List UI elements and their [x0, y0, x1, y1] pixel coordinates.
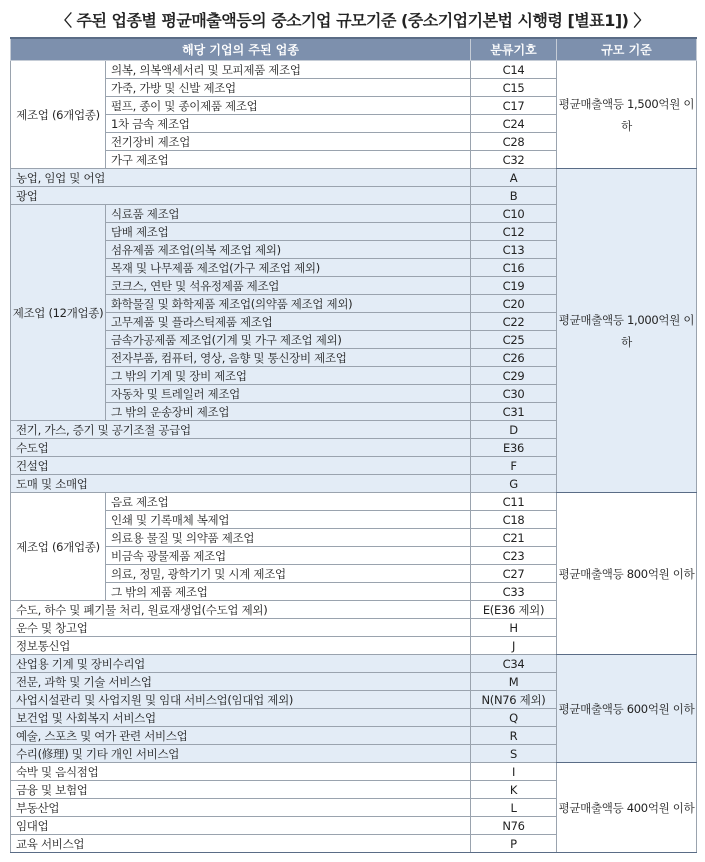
classification-code: C32 [471, 151, 557, 169]
industry-name: 고무제품 및 플라스틱제품 제조업 [106, 313, 471, 331]
industry-name: 도매 및 소매업 [11, 475, 471, 493]
classification-code: L [471, 799, 557, 817]
industry-name: 의료용 물질 및 의약품 제조업 [106, 529, 471, 547]
size-criterion: 평균매출액등 800억원 이하 [557, 493, 697, 655]
industry-name: 광업 [11, 187, 471, 205]
industry-name: 임대업 [11, 817, 471, 835]
industry-name: 산업용 기계 및 장비수리업 [11, 655, 471, 673]
classification-code: H [471, 619, 557, 637]
classification-code: P [471, 835, 557, 853]
classification-code: F [471, 457, 557, 475]
industry-name: 가죽, 가방 및 신발 제조업 [106, 79, 471, 97]
header-industry: 해당 기업의 주된 업종 [11, 38, 471, 61]
classification-code: C23 [471, 547, 557, 565]
size-criterion: 평균매출액등 1,000억원 이하 [557, 169, 697, 493]
classification-code: C22 [471, 313, 557, 331]
industry-name: 그 밖의 운송장비 제조업 [106, 403, 471, 421]
classification-code: C33 [471, 583, 557, 601]
industry-name: 수리(修理) 및 기타 개인 서비스업 [11, 745, 471, 763]
classification-code: C14 [471, 61, 557, 79]
industry-name: 음료 제조업 [106, 493, 471, 511]
industry-name: 부동산업 [11, 799, 471, 817]
industry-name: 1차 금속 제조업 [106, 115, 471, 133]
page-title: 〈 주된 업종별 평균매출액등의 중소기업 규모기준 (중소기업기본법 시행령 [별표1]) 〉 [55, 11, 650, 30]
classification-code: C13 [471, 241, 557, 259]
classification-code: K [471, 781, 557, 799]
classification-code: C19 [471, 277, 557, 295]
industry-name: 담배 제조업 [106, 223, 471, 241]
industry-name: 그 밖의 제품 제조업 [106, 583, 471, 601]
classification-code: C24 [471, 115, 557, 133]
classification-code: R [471, 727, 557, 745]
classification-code: A [471, 169, 557, 187]
industry-name: 금속가공제품 제조업(기계 및 가구 제조업 제외) [106, 331, 471, 349]
classification-code: C18 [471, 511, 557, 529]
industry-name: 식료품 제조업 [106, 205, 471, 223]
industry-name: 전기, 가스, 증기 및 공기조절 공급업 [11, 421, 471, 439]
classification-code: C21 [471, 529, 557, 547]
classification-code: M [471, 673, 557, 691]
industry-name: 수도, 하수 및 폐기물 처리, 원료재생업(수도업 제외) [11, 601, 471, 619]
industry-name: 화학물질 및 화학제품 제조업(의약품 제조업 제외) [106, 295, 471, 313]
industry-name: 전자부품, 컴퓨터, 영상, 음향 및 통신장비 제조업 [106, 349, 471, 367]
industry-name: 운수 및 창고업 [11, 619, 471, 637]
industry-name: 금융 및 보험업 [11, 781, 471, 799]
classification-code: C15 [471, 79, 557, 97]
classification-code: C12 [471, 223, 557, 241]
industry-name: 전기장비 제조업 [106, 133, 471, 151]
table-row [11, 655, 697, 673]
industry-name: 의복, 의복액세서리 및 모피제품 제조업 [106, 61, 471, 79]
classification-code: E(E36 제외) [471, 601, 557, 619]
size-criterion: 평균매출액등 400억원 이하 [557, 763, 697, 853]
size-criterion: 평균매출액등 600억원 이하 [557, 655, 697, 763]
industry-name: 그 밖의 기계 및 장비 제조업 [106, 367, 471, 385]
table-row [11, 493, 697, 511]
classification-code: C11 [471, 493, 557, 511]
size-criterion: 평균매출액등 1,500억원 이하 [557, 61, 697, 169]
classification-code: C34 [471, 655, 557, 673]
industry-name: 사업시설관리 및 사업지원 및 임대 서비스업(임대업 제외) [11, 691, 471, 709]
industry-name: 숙박 및 음식점업 [11, 763, 471, 781]
classification-code: C26 [471, 349, 557, 367]
classification-code: C10 [471, 205, 557, 223]
classification-code: Q [471, 709, 557, 727]
header-row [11, 38, 697, 61]
industry-name: 코크스, 연탄 및 석유정제품 제조업 [106, 277, 471, 295]
classification-code: N76 [471, 817, 557, 835]
classification-code: C29 [471, 367, 557, 385]
classification-code: J [471, 637, 557, 655]
industry-group-label: 제조업 (6개업종) [11, 493, 106, 601]
industry-group-label: 제조업 (6개업종) [11, 61, 106, 169]
industry-name: 수도업 [11, 439, 471, 457]
header-size: 규모 기준 [557, 38, 697, 61]
industry-name: 인쇄 및 기록매체 복제업 [106, 511, 471, 529]
industry-name: 목재 및 나무제품 제조업(가구 제조업 제외) [106, 259, 471, 277]
industry-name: 교육 서비스업 [11, 835, 471, 853]
table-row [11, 763, 697, 781]
industry-name: 섬유제품 제조업(의복 제조업 제외) [106, 241, 471, 259]
table-row [11, 169, 697, 187]
classification-code: C28 [471, 133, 557, 151]
industry-name: 의료, 정밀, 광학기기 및 시계 제조업 [106, 565, 471, 583]
industry-name: 정보통신업 [11, 637, 471, 655]
header-code: 분류기호 [471, 38, 557, 61]
classification-code: C31 [471, 403, 557, 421]
classification-code: S [471, 745, 557, 763]
classification-code: C16 [471, 259, 557, 277]
industry-name: 건설업 [11, 457, 471, 475]
classification-code: C25 [471, 331, 557, 349]
industry-name: 보건업 및 사회복지 서비스업 [11, 709, 471, 727]
classification-code: G [471, 475, 557, 493]
industry-name: 가구 제조업 [106, 151, 471, 169]
classification-code: I [471, 763, 557, 781]
industry-name: 전문, 과학 및 기술 서비스업 [11, 673, 471, 691]
classification-code: C20 [471, 295, 557, 313]
industry-name: 예술, 스포츠 및 여가 관련 서비스업 [11, 727, 471, 745]
classification-code: E36 [471, 439, 557, 457]
industry-name: 농업, 임업 및 어업 [11, 169, 471, 187]
classification-code: N(N76 제외) [471, 691, 557, 709]
table-body [11, 61, 697, 853]
classification-code: C30 [471, 385, 557, 403]
classification-code: B [471, 187, 557, 205]
classification-code: C27 [471, 565, 557, 583]
industry-name: 비금속 광물제품 제조업 [106, 547, 471, 565]
classification-code: C17 [471, 97, 557, 115]
industry-group-label: 제조업 (12개업종) [11, 205, 106, 421]
classification-code: D [471, 421, 557, 439]
industry-name: 펄프, 종이 및 종이제품 제조업 [106, 97, 471, 115]
table-row [11, 61, 697, 79]
industry-name: 자동차 및 트레일러 제조업 [106, 385, 471, 403]
size-standard-table [10, 37, 697, 853]
